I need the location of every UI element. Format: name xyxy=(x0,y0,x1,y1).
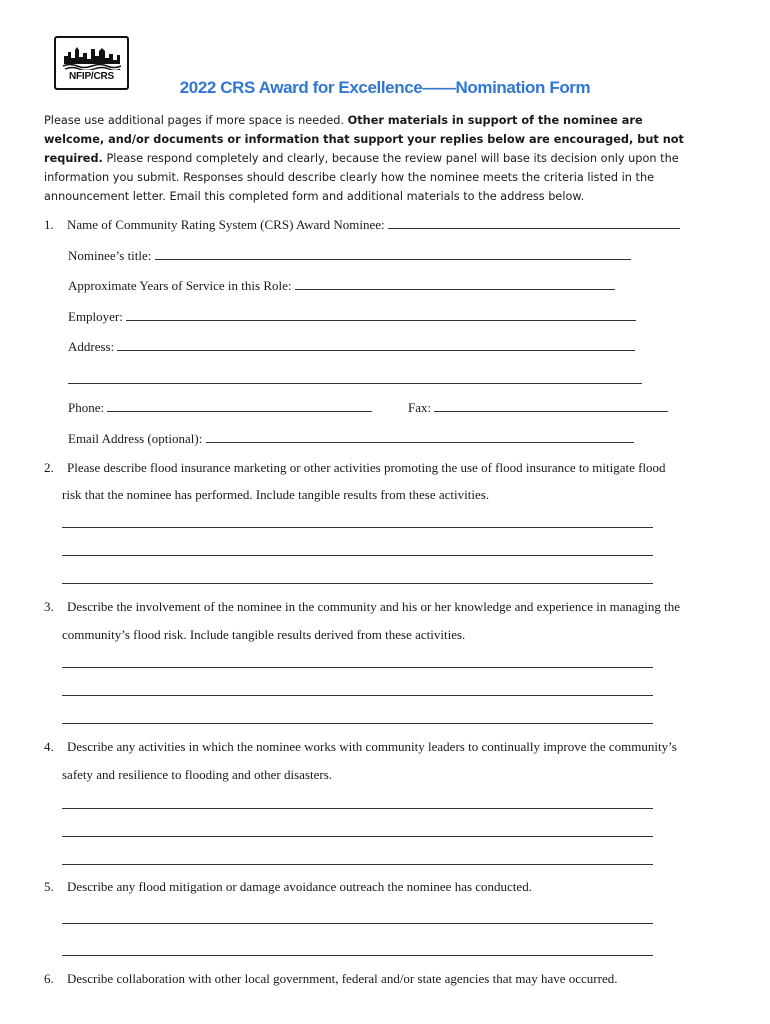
q3-answer-line[interactable] xyxy=(62,723,653,724)
phone-row xyxy=(68,400,372,416)
nominee-title-row xyxy=(68,248,631,264)
intro-text-2: Please respond completely and clearly, because the review panel will base its decision only upon the information you submit. Responses should describe clearly how the nominee meets the criteria listed in the announcement letter. Email this completed form and additional materials to the address below. xyxy=(44,152,679,203)
address-row xyxy=(68,339,635,355)
phone-label: Phone: xyxy=(68,400,105,415)
q2-answer-line[interactable] xyxy=(62,583,653,584)
q4-answer-line[interactable] xyxy=(62,808,653,809)
q5-number: 5. xyxy=(44,879,54,894)
q5-answer-line[interactable] xyxy=(62,923,653,924)
page-title: 2022 CRS Award for Excellence——Nomination Form xyxy=(179,78,591,97)
employer-row xyxy=(68,309,636,325)
nominee-name-field[interactable] xyxy=(388,217,680,229)
q2-answer-line[interactable] xyxy=(62,527,653,528)
logo-text: NFIP/CRS xyxy=(68,71,115,82)
skyline-water-icon xyxy=(62,44,122,70)
q5-text-1: Describe any flood mitigation or damage avoidance outreach the nominee has conducted. xyxy=(67,879,532,894)
q6-line-1 xyxy=(44,971,617,987)
email-row xyxy=(68,431,634,447)
intro-text-bold: Other materials in support of the nominee are welcome, and/or documents or information that support your replies below are encouraged, but not required. xyxy=(44,114,684,165)
q4-answer-line[interactable] xyxy=(62,864,653,865)
address-label: Address: xyxy=(68,339,115,354)
q3-number: 3. xyxy=(44,599,54,614)
q2-number: 2. xyxy=(44,460,54,475)
address-line-2[interactable] xyxy=(68,383,642,384)
q4-line-1 xyxy=(44,739,677,755)
fax-label: Fax: xyxy=(408,400,432,415)
q5-line-1 xyxy=(44,879,532,895)
q6-number: 6. xyxy=(44,971,54,986)
q3-answer-line[interactable] xyxy=(62,695,653,696)
nominee-title-label: Nominee’s title: xyxy=(68,248,152,263)
q4-text-2: safety and resilience to flooding and other disasters. xyxy=(62,767,333,782)
q4-answer-line[interactable] xyxy=(62,836,653,837)
q3-text-2: community’s flood risk. Include tangible results derived from these activities. xyxy=(62,627,466,642)
years-row xyxy=(68,278,615,294)
q6-text-1: Describe collaboration with other local government, federal and/or state agencies that may have occurred. xyxy=(67,971,618,986)
q5-answer-line[interactable] xyxy=(62,955,653,956)
fax-row xyxy=(408,400,668,416)
q2-text-1: Please describe flood insurance marketing or other activities promoting the use of flood insurance to mitigate flood xyxy=(67,460,666,475)
nominee-name-label: Name of Community Rating System (CRS) Award Nominee: xyxy=(67,217,385,232)
employer-field[interactable] xyxy=(126,309,636,321)
q2-answer-line[interactable] xyxy=(62,555,653,556)
q1-number: 1. xyxy=(44,217,54,232)
intro-paragraph xyxy=(44,111,704,206)
intro-text-1: Please use additional pages if more space is needed. xyxy=(44,114,348,127)
nominee-title-field[interactable] xyxy=(155,248,631,260)
fax-field[interactable] xyxy=(434,400,668,412)
q3-answer-line[interactable] xyxy=(62,667,653,668)
phone-field[interactable] xyxy=(107,400,372,412)
years-field[interactable] xyxy=(295,278,615,290)
email-label: Email Address (optional): xyxy=(68,431,203,446)
q3-line-1 xyxy=(44,599,680,615)
q3-text-1: Describe the involvement of the nominee in the community and his or her knowledge and experience in managing the xyxy=(67,599,680,614)
employer-label: Employer: xyxy=(68,309,123,324)
years-label: Approximate Years of Service in this Role: xyxy=(68,278,292,293)
email-field[interactable] xyxy=(206,431,634,443)
q2-line-1 xyxy=(44,460,666,476)
q4-text-1: Describe any activities in which the nominee works with community leaders to continually improve the community’s xyxy=(67,739,677,754)
q1-row xyxy=(44,217,680,233)
q4-number: 4. xyxy=(44,739,54,754)
address-field[interactable] xyxy=(117,339,635,351)
q2-text-2: risk that the nominee has performed. Include tangible results from these activities. xyxy=(62,487,490,502)
